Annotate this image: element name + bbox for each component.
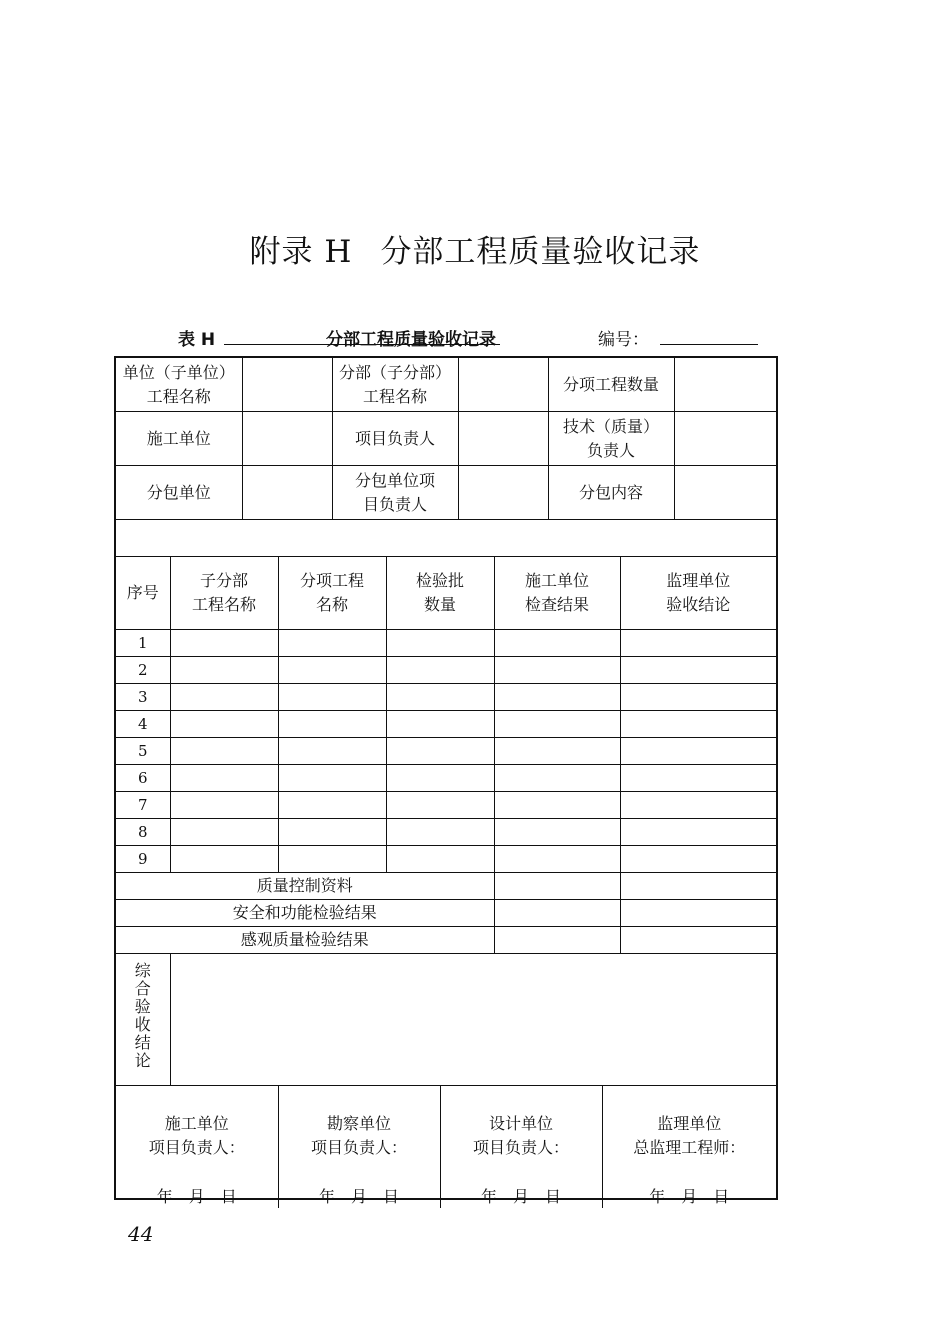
caption-title: 分部工程质量验收记录 xyxy=(326,330,496,350)
cell[interactable] xyxy=(170,630,278,657)
cell[interactable] xyxy=(386,630,494,657)
signature-date: 年 月 日 xyxy=(480,1187,562,1206)
signature-role: 总监理工程师： xyxy=(633,1138,746,1157)
number-label: 编号： xyxy=(598,330,649,350)
cell[interactable] xyxy=(278,657,386,684)
signature-role: 项目负责人： xyxy=(148,1138,245,1157)
safety-results-supervise[interactable] xyxy=(620,900,776,927)
row-number: 2 xyxy=(116,657,170,684)
check-header: 施工单位 检查结果 xyxy=(494,557,620,630)
table-row xyxy=(116,630,776,657)
signature-unit: 设计单位 xyxy=(488,1114,553,1133)
signature-cell-contractor[interactable] xyxy=(116,1086,278,1209)
row-number: 4 xyxy=(116,711,170,738)
cell[interactable] xyxy=(278,792,386,819)
cell[interactable] xyxy=(170,738,278,765)
cell[interactable] xyxy=(494,657,620,684)
table-row xyxy=(116,765,776,792)
cell[interactable] xyxy=(620,846,776,873)
signature-cell-design[interactable] xyxy=(440,1086,602,1209)
cell[interactable] xyxy=(386,738,494,765)
caption-prefix: 表 H xyxy=(178,330,216,350)
item-header: 分项工程 名称 xyxy=(278,557,386,630)
cell[interactable] xyxy=(620,819,776,846)
cell[interactable] xyxy=(170,765,278,792)
batch-header: 检验批 数量 xyxy=(386,557,494,630)
cell[interactable] xyxy=(278,819,386,846)
signature-role: 项目负责人： xyxy=(310,1138,407,1157)
signature-unit: 勘察单位 xyxy=(326,1114,391,1133)
cell[interactable] xyxy=(620,738,776,765)
conclusion-value[interactable] xyxy=(170,954,776,1086)
row-number: 1 xyxy=(116,630,170,657)
table-row xyxy=(116,657,776,684)
table-row xyxy=(116,711,776,738)
cell[interactable] xyxy=(386,765,494,792)
signature-date: 年 月 日 xyxy=(649,1187,730,1206)
signature-unit: 施工单位 xyxy=(164,1114,229,1133)
cell[interactable] xyxy=(386,657,494,684)
sub-name-value[interactable] xyxy=(458,358,548,412)
page-title-main: 分部工程质量验收记录 xyxy=(380,234,701,270)
tech-leader-value[interactable] xyxy=(674,412,776,466)
cell[interactable] xyxy=(278,846,386,873)
cell[interactable] xyxy=(278,765,386,792)
table-caption xyxy=(178,323,778,351)
blank-row xyxy=(116,520,776,557)
cell[interactable] xyxy=(386,819,494,846)
cell[interactable] xyxy=(386,711,494,738)
sub-name-label: 分部（子分部） 工程名称 xyxy=(332,358,458,412)
row-number: 5 xyxy=(116,738,170,765)
page-title-prefix: 附录 H xyxy=(249,234,353,270)
row-number: 8 xyxy=(116,819,170,846)
cell[interactable] xyxy=(278,711,386,738)
cell[interactable] xyxy=(386,792,494,819)
subcontractor-value[interactable] xyxy=(242,466,332,520)
cell[interactable] xyxy=(386,846,494,873)
cell[interactable] xyxy=(494,765,620,792)
cell[interactable] xyxy=(170,792,278,819)
safety-results-label: 安全和功能检验结果 xyxy=(116,900,494,927)
cell[interactable] xyxy=(620,684,776,711)
cell[interactable] xyxy=(278,738,386,765)
contractor-value[interactable] xyxy=(242,412,332,466)
unit-name-label: 单位（子单位） 工程名称 xyxy=(116,358,242,412)
sub-content-value[interactable] xyxy=(674,466,776,520)
cell[interactable] xyxy=(620,657,776,684)
quality-docs-label: 质量控制资料 xyxy=(116,873,494,900)
tech-leader-label: 技术（质量） 负责人 xyxy=(548,412,674,466)
row-number: 9 xyxy=(116,846,170,873)
safety-results-check[interactable] xyxy=(494,900,620,927)
cell[interactable] xyxy=(278,630,386,657)
project-leader-label: 项目负责人 xyxy=(332,412,458,466)
sub-content-label: 分包内容 xyxy=(548,466,674,520)
page-title xyxy=(0,226,950,271)
cell[interactable] xyxy=(494,792,620,819)
table-row xyxy=(116,684,776,711)
seq-header: 序号 xyxy=(116,557,170,630)
signature-cell-survey[interactable] xyxy=(278,1086,440,1209)
cell[interactable] xyxy=(494,846,620,873)
signature-date: 年 月 日 xyxy=(318,1187,400,1206)
visual-results-supervise[interactable] xyxy=(620,927,776,954)
cell[interactable] xyxy=(170,846,278,873)
acceptance-form xyxy=(114,356,778,1206)
signature-unit: 监理单位 xyxy=(657,1114,722,1133)
contractor-label: 施工单位 xyxy=(116,412,242,466)
number-blank-line[interactable] xyxy=(660,344,758,345)
item-count-label: 分项工程数量 xyxy=(548,358,674,412)
cell[interactable] xyxy=(170,684,278,711)
quality-docs-check[interactable] xyxy=(494,873,620,900)
conclusion-label: 综 合 验 收 结 论 xyxy=(116,954,170,1086)
table-row xyxy=(116,792,776,819)
subcontractor-label: 分包单位 xyxy=(116,466,242,520)
row-number: 6 xyxy=(116,765,170,792)
items-table xyxy=(116,519,776,1085)
signature-cell-supervision[interactable] xyxy=(602,1086,776,1209)
quality-docs-supervise[interactable] xyxy=(620,873,776,900)
cell[interactable] xyxy=(278,684,386,711)
cell[interactable] xyxy=(494,684,620,711)
sub-leader-value[interactable] xyxy=(458,466,548,520)
cell[interactable] xyxy=(494,630,620,657)
cell[interactable] xyxy=(386,684,494,711)
cell[interactable] xyxy=(170,711,278,738)
cell[interactable] xyxy=(620,792,776,819)
supervise-header: 监理单位 验收结论 xyxy=(620,557,776,630)
signature-role: 项目负责人： xyxy=(472,1138,569,1157)
sub-leader-label: 分包单位项 目负责人 xyxy=(332,466,458,520)
cell[interactable] xyxy=(620,630,776,657)
page-number: 44 xyxy=(128,1222,154,1246)
cell[interactable] xyxy=(620,711,776,738)
cell[interactable] xyxy=(620,765,776,792)
table-row xyxy=(116,846,776,873)
cell[interactable] xyxy=(494,711,620,738)
row-number: 3 xyxy=(116,684,170,711)
subpart-header: 子分部 工程名称 xyxy=(170,557,278,630)
project-leader-value[interactable] xyxy=(458,412,548,466)
table-row xyxy=(116,819,776,846)
cell[interactable] xyxy=(170,819,278,846)
visual-results-label: 感观质量检验结果 xyxy=(116,927,494,954)
info-table xyxy=(116,358,776,519)
cell[interactable] xyxy=(170,657,278,684)
table-row xyxy=(116,738,776,765)
cell[interactable] xyxy=(494,819,620,846)
visual-results-check[interactable] xyxy=(494,927,620,954)
signature-date: 年 月 日 xyxy=(156,1187,237,1206)
row-number: 7 xyxy=(116,792,170,819)
unit-name-value[interactable] xyxy=(242,358,332,412)
item-count-value[interactable] xyxy=(674,358,776,412)
signature-table xyxy=(116,1085,776,1208)
cell[interactable] xyxy=(494,738,620,765)
